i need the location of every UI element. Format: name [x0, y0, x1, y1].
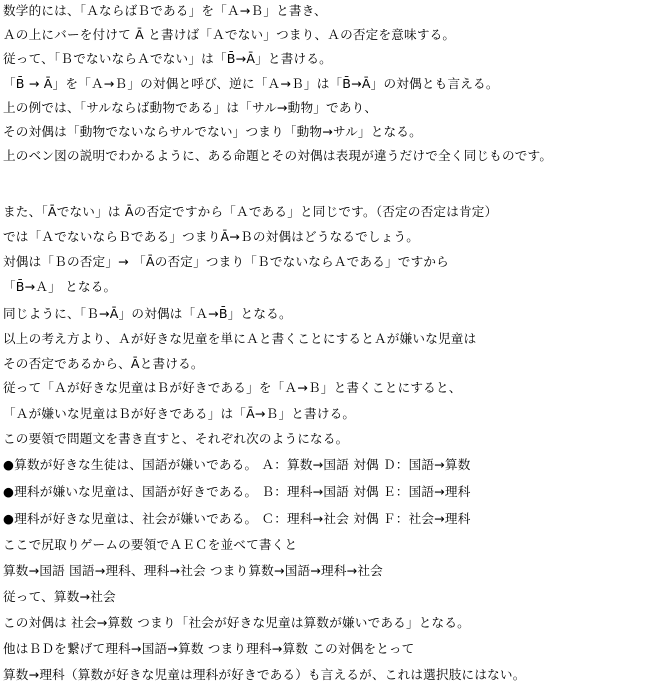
text-line-5: 上の例では、「サルならば動物である」は「サル→動物」であり、 [3, 100, 378, 115]
text-line-15: 従って「Ａが好きな児童はＢが好きである」を「Ａ→Ｂ」と書くことにすると、 [3, 380, 462, 395]
statement-line-c: ●理科が好きな児童は、社会が嫌いである。 Ｃ：理科→社会 対偶 Ｆ：社会→理科 [3, 511, 471, 526]
statement-line-b: ●理科が嫌いな児童は、国語が好きである。 Ｂ：理科→国語 対偶 Ｅ：国語→理科 [3, 484, 471, 499]
text-line-14: その否定であるから、Āと書ける。 [3, 356, 204, 371]
text-line-16: 「Ａが嫌いな児童はＢが好きである」は「Ā→Ｂ」と書ける。 [3, 406, 356, 421]
text-line-8: また、「Āでない」は Āの否定ですから「Ａである」と同じです。（否定の否定は肯定） [3, 204, 498, 219]
text-line-10: 対偶は「Ｂの否定」→ 「Āの否定」つまり「ＢでないならＡである」ですから [3, 254, 449, 269]
text-line-4: 「B̄ → Ā」を「Ａ→Ｂ」の対偶と呼び、逆に「Ａ→Ｂ」は「B̄→Ā」の対偶とも言える。 [3, 76, 499, 91]
text-line-1: 数学的には、「ＡならばＢである」を「Ａ→Ｂ」と書き、 [3, 3, 327, 18]
text-line-13: 以上の考え方より、Ａが好きな児童を単にＡと書くことにするとＡが嫌いな児童は [3, 331, 477, 346]
text-line-3: 従って、「ＢでないならＡでない」は「B̄→Ā」と書ける。 [3, 51, 332, 66]
text-line-6: その対偶は「動物でないならサルでない」つまり「動物→サル」となる。 [3, 124, 422, 139]
text-line-11: 「B̄→Ａ」 となる。 [3, 279, 117, 294]
text-line-18: ここで尻取りゲームの要領でＡＥＣを並べて書くと [3, 537, 298, 552]
text-line-22: 他はＢＤを繋げて理科→国語→算数 つまり理科→算数 この対偶をとって [3, 641, 415, 656]
text-line-20: 従って、算数→社会 [3, 589, 116, 604]
text-line-23: 算数→理科（算数が好きな児童は理科が好きである）も言えるが、これは選択肢にはない。 [3, 667, 526, 682]
text-line-21: この対偶は 社会→算数 つまり「社会が好きな児童は算数が嫌いである」となる。 [3, 615, 470, 630]
text-line-12: 同じように、「Ｂ→Ā」の対偶は「Ａ→B̄」となる。 [3, 306, 292, 321]
statement-line-a: ●算数が好きな生徒は、国語が嫌いである。 Ａ：算数→国語 対偶 Ｄ：国語→算数 [3, 457, 471, 472]
text-line-2: Ａの上にバーを付けて Ā と書けば「Ａでない」つまり、Ａの否定を意味する。 [3, 27, 456, 42]
text-line-7: 上のベン図の説明でわかるように、ある命題とその対偶は表現が違うだけで全く同じものです。 [3, 148, 553, 163]
text-line-19: 算数→国語 国語→理科、理科→社会 つまり算数→国語→理科→社会 [3, 563, 383, 578]
text-line-17: この要領で問題文を書き直すと、それぞれ次のようになる。 [3, 431, 349, 446]
text-line-9: では「ＡでないならＢである」つまりĀ→Ｂの対偶はどうなるでしょう。 [3, 229, 420, 244]
